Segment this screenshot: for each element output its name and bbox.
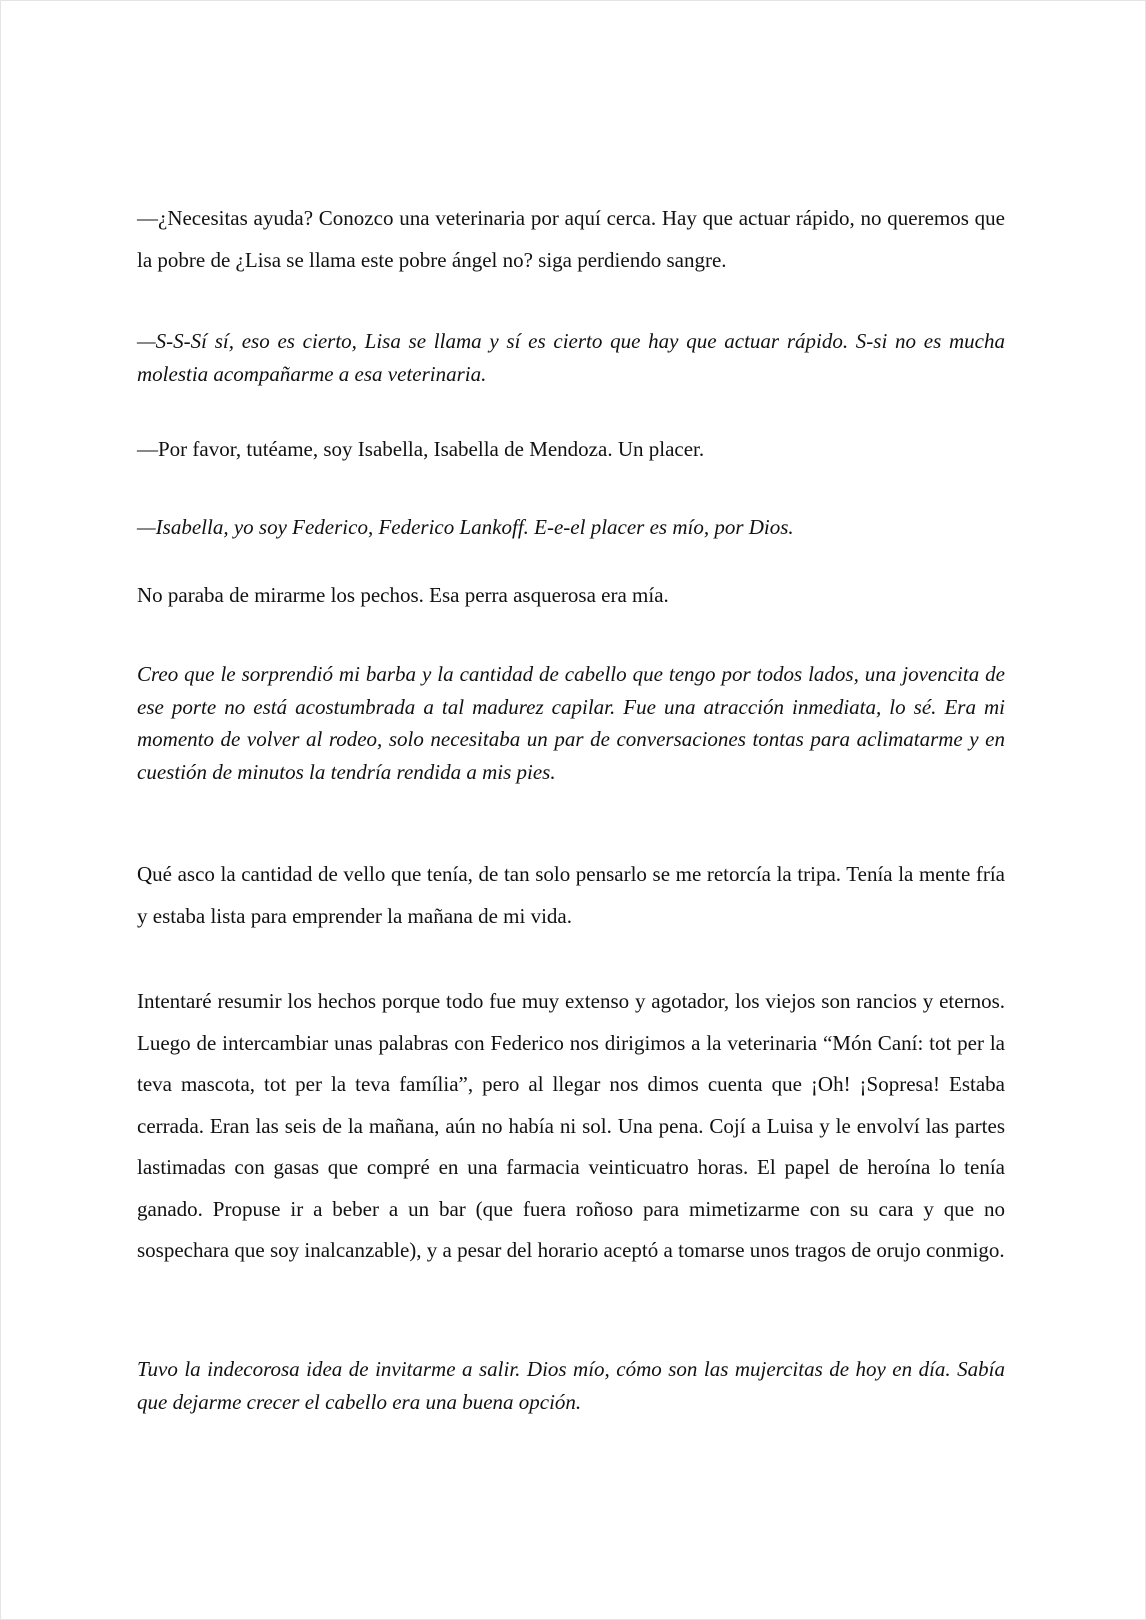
paragraph-3: —Por favor, tutéame, soy Isabella, Isabella de Mendoza. Un placer.: [137, 437, 705, 461]
paragraph-8: Intentaré resumir los hechos porque todo fue muy extenso y agotador, los viejos son rancios y eternos. Luego de intercambiar unas palabras con Federico nos dirigimos a la veterinaria “Món Caní: tot per la teva mascota, tot per la teva família”, pero al llegar nos dimos cuenta que ¡Oh! ¡Sopresa! Estaba cerrada. Eran las seis de la mañana, aún no había ni sol. Una pena. Cojí a Luisa y le envolví las partes lastimadas con gasas que compré en una farmacia veinticuatro horas. El papel de heroína lo tenía ganado. Propuse ir a beber a un bar (que fuera roñoso para mimetizarme con su cara y que no sospechara que soy inalcanzable), y a pesar del horario aceptó a tomarse unos tragos de orujo conmigo.: [137, 989, 1005, 1262]
paragraph-7: Qué asco la cantidad de vello que tenía, de tan solo pensarlo se me retorcía la tripa. Tenía la mente fría y estaba lista para emprender la mañana de mi vida.: [137, 862, 1005, 928]
paragraph-6: Creo que le sorprendió mi barba y la cantidad de cabello que tengo por todos lados, una jovencita de ese porte no está acostumbrada a tal madurez capilar. Fue una atracción inmediata, lo sé. Era mi momento de volver al rodeo, solo necesitaba un par de conversaciones tontas para aclimatarme y en cuestión de minutos la tendría rendida a mis pies.: [137, 662, 1005, 784]
paragraph-5: No paraba de mirarme los pechos. Esa perra asquerosa era mía.: [137, 583, 669, 607]
paragraph-1: —¿Necesitas ayuda? Conozco una veterinaria por aquí cerca. Hay que actuar rápido, no queremos que la pobre de ¿Lisa se llama este pobre ángel no? siga perdiendo sangre.: [137, 206, 1005, 272]
paragraph-4: —Isabella, yo soy Federico, Federico Lankoff. E-e-el placer es mío, por Dios.: [137, 515, 794, 539]
paragraph-2: —S-S-Sí sí, eso es cierto, Lisa se llama y sí es cierto que hay que actuar rápido. S-si no es mucha molestia acompañarme a esa veterinaria.: [137, 329, 1005, 386]
paragraph-9: Tuvo la indecorosa idea de invitarme a salir. Dios mío, cómo son las mujercitas de hoy en día. Sabía que dejarme crecer el cabello era una buena opción.: [137, 1357, 1005, 1414]
